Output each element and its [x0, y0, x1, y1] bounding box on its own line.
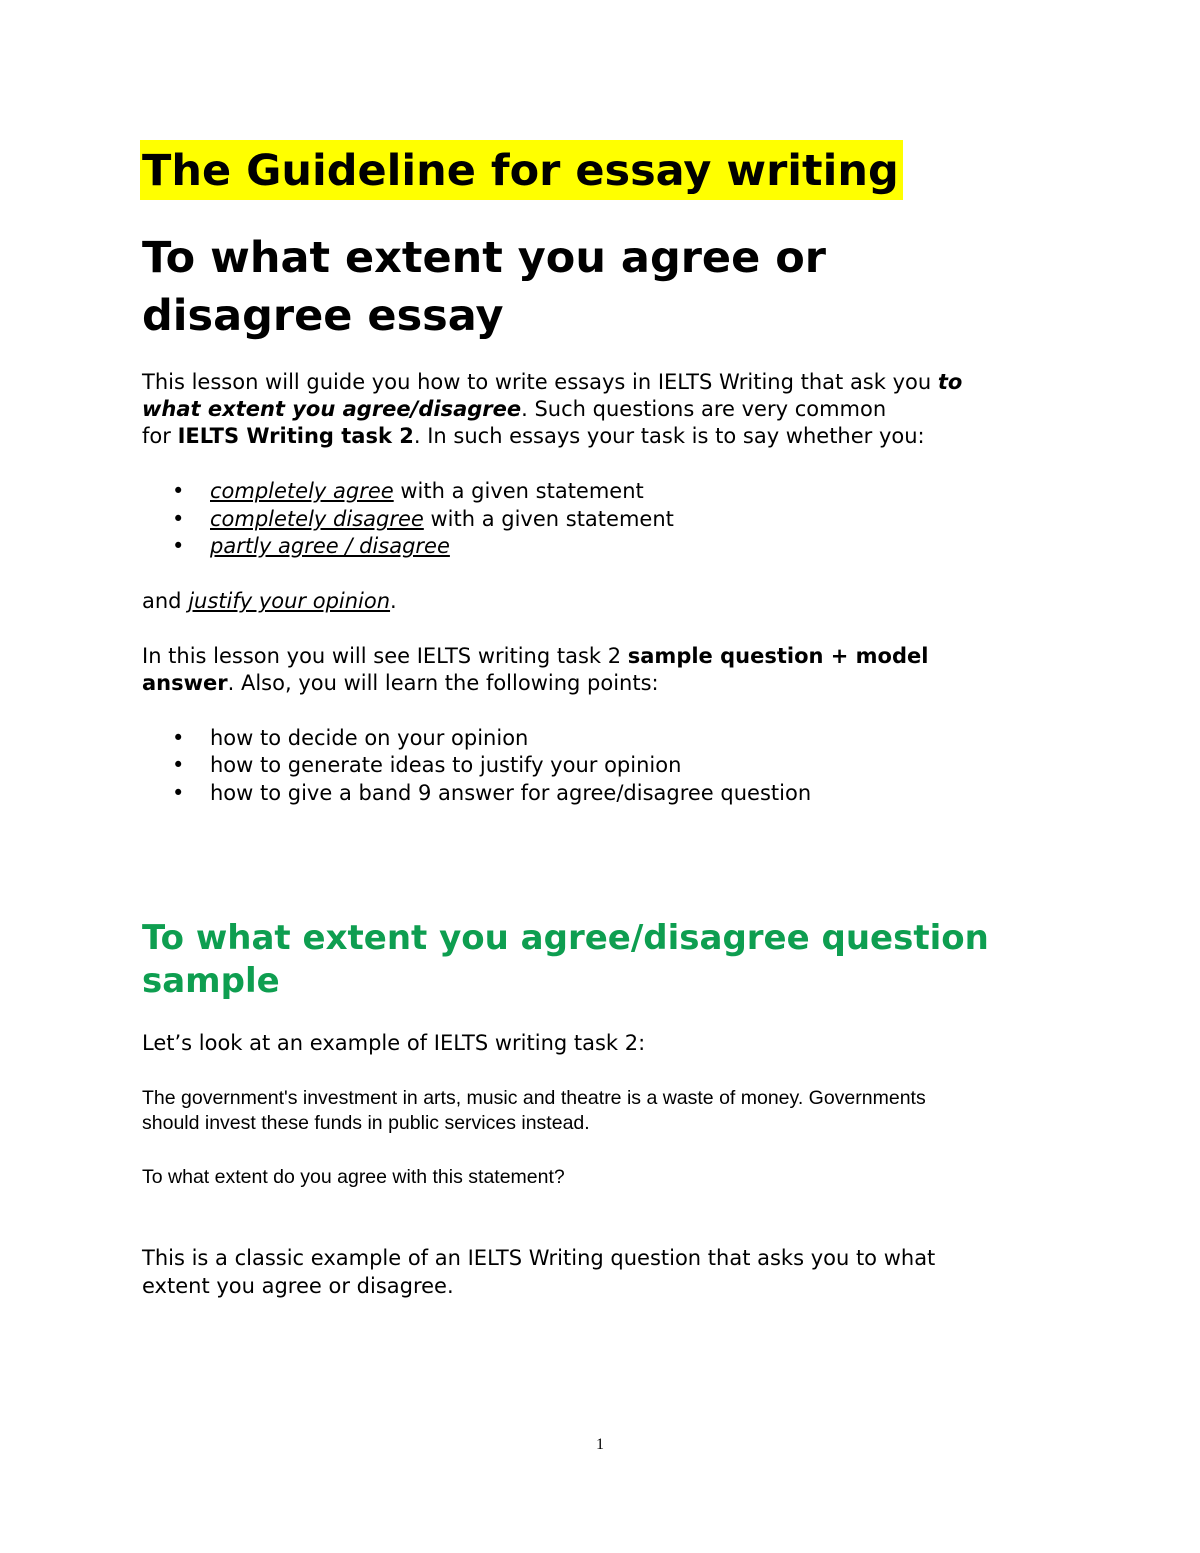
list-item: • completely disagree with a given statement [172, 507, 674, 531]
option-link[interactable]: completely disagree [210, 507, 424, 531]
intro-line-1: This lesson will guide you how to write essays in IELTS Writing that ask you to [142, 370, 963, 394]
bullet-icon: • [172, 534, 185, 558]
option-link[interactable]: completely agree [210, 479, 394, 503]
essay-heading-line-1: To what extent you agree or [142, 233, 826, 283]
justify-line: and justify your opinion. [142, 589, 397, 613]
bullet-icon: • [172, 781, 185, 805]
bullet-icon: • [172, 479, 185, 503]
statement-line-1: The government's investment in arts, music and theatre is a waste of money. Governments [142, 1087, 926, 1109]
option-link[interactable]: partly agree / disagree [210, 534, 450, 558]
intro-line-3: for IELTS Writing task 2. In such essays your task is to say whether you: [142, 424, 925, 448]
list-item [172, 533, 450, 560]
essay-heading-line-2: disagree essay [142, 291, 504, 341]
bullet-icon: • [172, 753, 185, 777]
lesson-line-1: In this lesson you will see IELTS writing task 2 sample question + model [142, 644, 929, 668]
list-item: • completely agree with a given statement [172, 479, 644, 503]
statement-line-2: should invest these funds in public services instead. [142, 1112, 590, 1134]
list-item: • how to generate ideas to justify your opinion [172, 753, 682, 777]
bullet-icon: • [172, 507, 185, 531]
section-heading-line-1: To what extent you agree/disagree question [142, 918, 989, 958]
classic-line-2: extent you agree or disagree. [142, 1274, 454, 1298]
document-title: The Guideline for essay writing [140, 140, 903, 200]
list-item: • how to decide on your opinion [172, 726, 529, 750]
justify-link[interactable]: justify your opinion [188, 589, 391, 613]
list-item: • how to give a band 9 answer for agree/disagree question [172, 781, 812, 805]
lesson-line-2: answer. Also, you will learn the following points: [142, 671, 659, 695]
intro-line-2: what extent you agree/disagree. Such questions are very common [142, 397, 887, 421]
section-heading-line-2: sample [142, 961, 280, 1001]
bullet-icon: • [172, 726, 185, 750]
example-intro: Let’s look at an example of IELTS writing task 2: [142, 1031, 646, 1055]
classic-line-1: This is a classic example of an IELTS Writing question that asks you to what [142, 1246, 936, 1270]
page-number: 1 [596, 1436, 604, 1453]
question-text: To what extent do you agree with this statement? [142, 1166, 565, 1188]
